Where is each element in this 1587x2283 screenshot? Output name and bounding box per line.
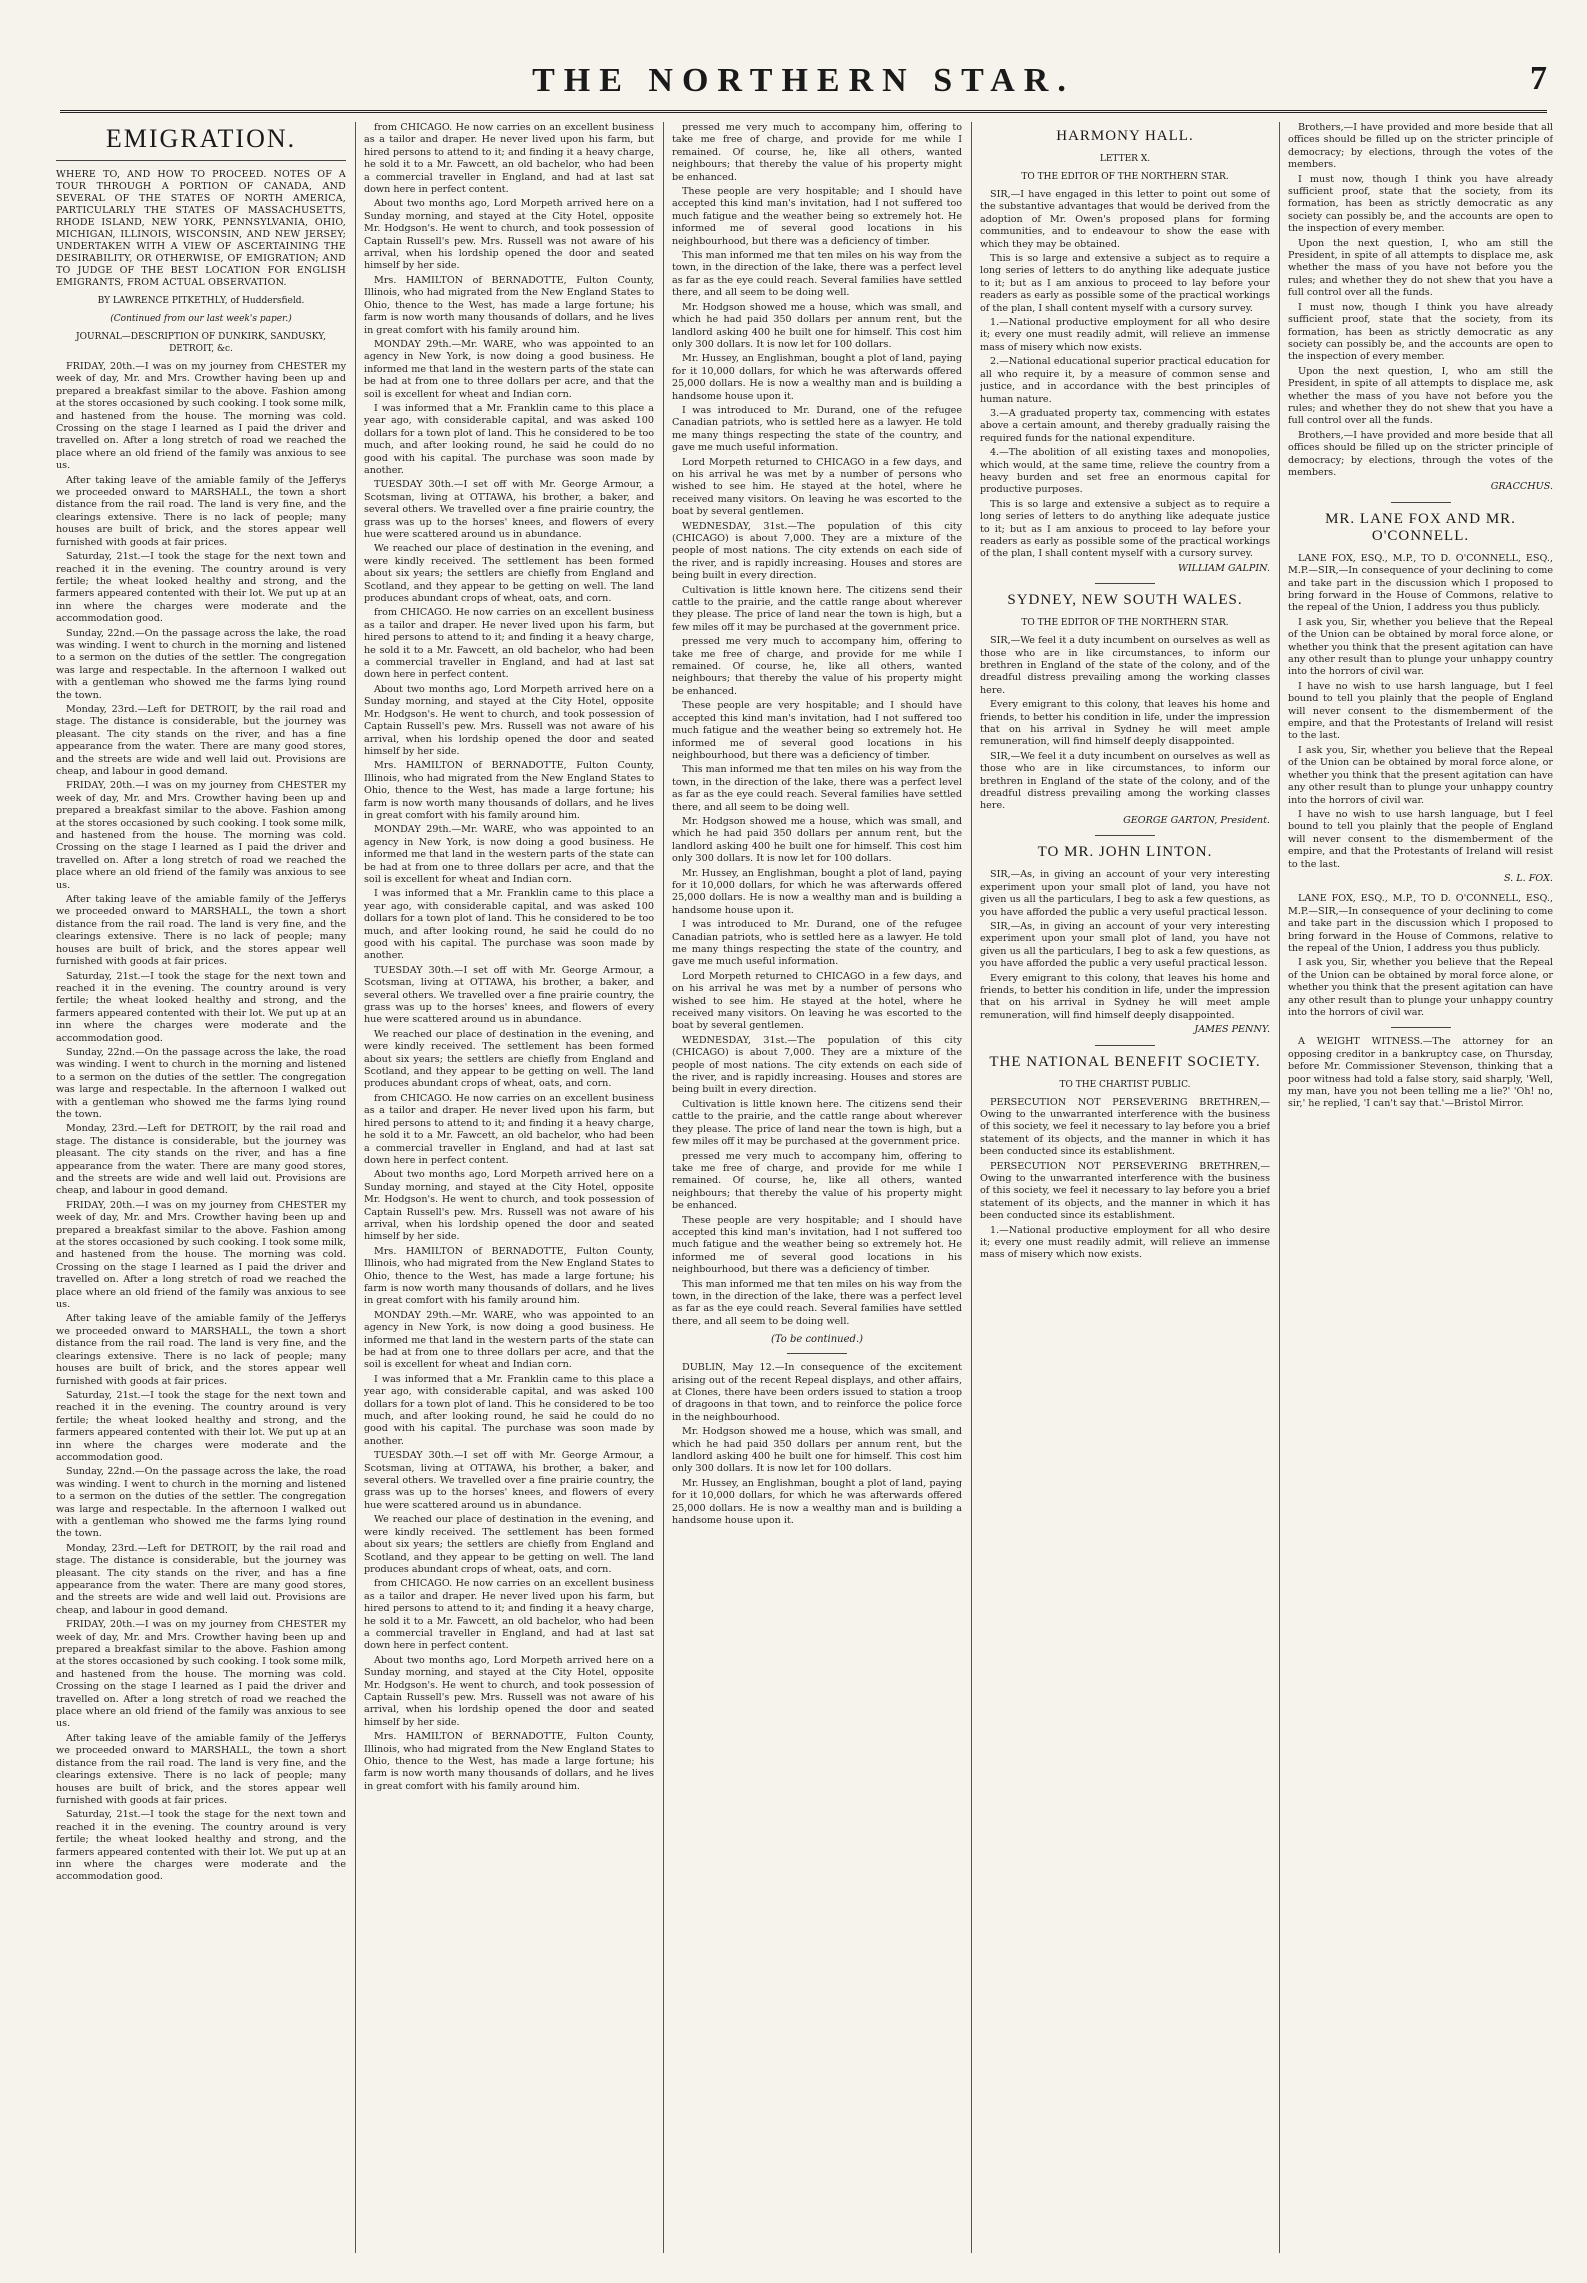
column-2	[364, 122, 654, 2253]
paragraph: Mr. Hodgson showed me a house, which was small, and which he had paid 350 dollars per annum rent, but the landlord asking 400 he built one for himself. This cost him only 300 dollars. It is now let for 100 dollars.	[672, 1426, 962, 1475]
paragraph: I ask you, Sir, whether you believe that the Repeal of the Union can be obtained by moral force alone, or whether you think that the present agitation can have any other result than to plunge your unhappy country into the horrors of civil war.	[1288, 616, 1553, 678]
paragraph: A WEIGHT WITNESS.—The attorney for an opposing creditor in a bankruptcy case, on Thursday, before Mr. Commissioner Stevenson, thinking that a poor witness had told a false story, said sharply, 'Well, my man, have you not been telling me a lie?' 'Oh! no, sir,' he replied, 'I can't say that.'—Bristol Mirror.	[1288, 1036, 1553, 1110]
paragraph: LANE FOX, ESQ., M.P., TO D. O'CONNELL, ESQ., M.P.—SIR,—In consequence of your declining to come and take part in the discussion which I proposed to bring forward in the House of Commons, relative to the repeal of the Union, I address you thus publicly.	[1288, 552, 1553, 614]
paragraph: I have no wish to use harsh language, but I feel bound to tell you plainly that the people of England will never consent to the dismemberment of the empire, and that the Protestants of Ireland will resist to the last.	[1288, 680, 1553, 742]
column-3	[672, 122, 962, 2253]
paragraph: Lord Morpeth returned to CHICAGO in a few days, and on his arrival he was met by a number of persons who wished to see him. He stayed at the hotel, where he received many visitors. On leaving he was escorted to the boat by several gentlemen.	[672, 456, 962, 518]
paragraph: Upon the next question, I, who am still the President, in spite of all attempts to displace me, ask whether the mass of you have not before you the rules; and whether they do not shew that you have a full control over all the funds.	[1288, 365, 1553, 427]
signature: GRACCHUS.	[1490, 481, 1553, 493]
paragraph: After taking leave of the amiable family of the Jefferys we proceeded onward to MARSHALL, the town a short distance from the rail road. The land is very fine, and the clearings extensive. There is no lack of people; many houses are built of brick, and the stores appear well furnished with goods at fair prices.	[56, 1313, 346, 1387]
columns	[56, 122, 1553, 2253]
paragraph: Brothers,—I have provided and more beside that all offices should be filled up on the stricter principle of democracy; by elections, through the votes of the members.	[1288, 122, 1553, 171]
paragraph: Saturday, 21st.—I took the stage for the next town and reached it in the evening. The country around is very fertile; the wheat looked healthy and strong, and the farmers appeared contented with their lot. We put up at an inn where the charges were moderate and the accommodation good.	[56, 1389, 346, 1463]
divider	[1095, 835, 1155, 836]
paragraph: Cultivation is little known here. The citizens send their cattle to the prairie, and the cattle range about wherever they please. The price of land near the town is high, but a few miles off it may be purchased at the government price.	[672, 1098, 962, 1148]
paragraph: SIR,—We feel it a duty incumbent on ourselves as well as those who are in like circumstances, to inform our brethren in England of the state of the colony, and of the dreadful distress prevailing among the working classes here.	[980, 635, 1270, 696]
letter-addressee: TO THE CHARTIST PUBLIC.	[1059, 1079, 1191, 1090]
masthead-title: THE NORTHERN STAR.	[532, 62, 1075, 99]
paragraph: PERSECUTION NOT PERSEVERING BRETHREN,—Owing to the unwarranted interference with the business of this society, we feel it necessary to lay before you a brief statement of its objects, and the manner in which it has been conducted since its establishment.	[980, 1096, 1270, 1158]
continued-note: (Continued from our last week's paper.)	[110, 314, 292, 324]
article-heading-harmony-hall: HARMONY HALL.	[1056, 128, 1194, 144]
paragraph: TUESDAY 30th.—I set off with Mr. George Armour, a Scotsman, living at OTTAWA, his brother, a baker, and several others. We travelled over a fine prairie country, the grass was up to the horses' knees, and flowers of every hue were scattered around us in abundance.	[364, 964, 654, 1026]
paragraph: Saturday, 21st.—I took the stage for the next town and reached it in the evening. The country around is very fertile; the wheat looked healthy and strong, and the farmers appeared contented with their lot. We put up at an inn where the charges were moderate and the accommodation good.	[56, 551, 346, 625]
paragraph: Cultivation is little known here. The citizens send their cattle to the prairie, and the cattle range about wherever they please. The price of land near the town is high, but a few miles off it may be purchased at the government price.	[672, 584, 962, 633]
paragraph: MONDAY 29th.—Mr. WARE, who was appointed to an agency in New York, is now doing a good business. He informed me that land in the western parts of the state can be had at from one to three dollars per acre, and that the soil is excellent for wheat and Indian corn.	[364, 1309, 654, 1371]
article-heading-lane-fox: MR. LANE FOX AND MR. O'CONNELL.	[1325, 510, 1516, 544]
paragraph: Upon the next question, I, who am still the President, in spite of all attempts to displace me, ask whether the mass of you have not before you the rules; and whether they do not shew that you have a full control over all the funds.	[1288, 237, 1553, 299]
paragraph: SIR,—As, in giving an account of your very interesting experiment upon your small plot of land, you have not given us all the particulars, I beg to ask a few questions, as you have afforded the public a very useful practical lesson.	[980, 920, 1270, 970]
column-5	[1288, 122, 1553, 2253]
paragraph: Mrs. HAMILTON of BERNADOTTE, Fulton County, Illinois, who had migrated from the New England States to Ohio, thence to the West, has made a large fortune; his farm is now worth many thousands of dollars, and he lives in great comfort with his family around him.	[364, 1245, 654, 1307]
paragraph: MONDAY 29th.—Mr. WARE, who was appointed to an agency in New York, is now doing a good business. He informed me that land in the western parts of the state can be had at from one to three dollars per acre, and that the soil is excellent for wheat and Indian corn.	[364, 824, 654, 885]
paragraph: This is so large and extensive a subject as to require a long series of letters to do anything like adequate justice to it; but as I am anxious to proceed to lay before your readers as early as possible some of the practical workings of the plan, I shall content myself with a cursory survey.	[980, 253, 1270, 314]
paragraph: Saturday, 21st.—I took the stage for the next town and reached it in the evening. The country around is very fertile; the wheat looked healthy and strong, and the farmers appeared contented with their lot. We put up at an inn where the charges were moderate and the accommodation good.	[56, 970, 346, 1044]
paragraph: FRIDAY, 20th.—I was on my journey from CHESTER my week of day, Mr. and Mrs. Crowther having been up and prepared a breakfast similar to the above. Fashion among at the stores occasioned by such cooking. I took some milk, and hastened from the house. The morning was cold. Crossing on the stage I learned as I paid the driver and travelled on. After a long stretch of road we reached the place where an old friend of the family was anxious to see us.	[56, 780, 346, 891]
paragraph: I was informed that a Mr. Franklin came to this place a year ago, with considerable capital, and was asked 100 dollars for a town plot of land. This he considered to be too much, and after looking round, he said he could do no good with his capital. The purchase was soon made by another.	[364, 888, 654, 962]
divider	[787, 1353, 847, 1354]
page-number: 7	[1530, 60, 1547, 97]
column-4	[980, 122, 1270, 2253]
paragraph: These people are very hospitable; and I should have accepted this kind man's invitation, had I not suffered too much fatigue and the weather being so extremely hot. He informed me of several good locations in his neighbourhood, but there was a deficiency of timber.	[672, 186, 962, 247]
paragraph: MONDAY 29th.—Mr. WARE, who was appointed to an agency in New York, is now doing a good business. He informed me that land in the western parts of the state can be had at from one to three dollars per acre, and that the soil is excellent for wheat and Indian corn.	[364, 338, 654, 400]
paragraph: pressed me very much to accompany him, offering to take me free of charge, and provide for me while I remained. Of course, he, like all others, wanted neighbours; that thereby the value of his property might be enhanced.	[672, 636, 962, 697]
paragraph: Monday, 23rd.—Left for DETROIT, by the rail road and stage. The distance is considerable, but the journey was pleasant. The city stands on the river, and has a fine appearance from the water. There are many good stores, and the streets are wide and well laid out. Provisions are cheap, and labour in good demand.	[56, 1542, 346, 1616]
paragraph: Brothers,—I have provided and more beside that all offices should be filled up on the stricter principle of democracy; by elections, through the votes of the members.	[1288, 429, 1553, 478]
byline: BY LAWRENCE PITKETHLY, of Huddersfield.	[97, 296, 305, 306]
paragraph: FRIDAY, 20th.—I was on my journey from CHESTER my week of day, Mr. and Mrs. Crowther having been up and prepared a breakfast similar to the above. Fashion among at the stores occasioned by such cooking. I took some milk, and hastened from the house. The morning was cold. Crossing on the stage I learned as I paid the driver and travelled on. After a long stretch of road we reached the place where an old friend of the family was anxious to see us.	[56, 361, 346, 472]
paragraph: I was introduced to Mr. Durand, one of the refugee Canadian patriots, who is settled here as a lawyer. He told me many things respecting the state of the country, and gave me much useful information.	[672, 404, 962, 454]
letter-number: LETTER X.	[1099, 154, 1151, 164]
paragraph: pressed me very much to accompany him, offering to take me free of charge, and provide for me while I remained. Of course, he, like all others, wanted neighbours; that thereby the value of his property might be enhanced.	[672, 1150, 962, 1212]
article-heading-benefit-society: THE NATIONAL BENEFIT SOCIETY.	[989, 1053, 1261, 1070]
paragraph: Lord Morpeth returned to CHICAGO in a few days, and on his arrival he was met by a number of persons who wished to see him. He stayed at the hotel, where he received many visitors. On leaving he was escorted to the boat by several gentlemen.	[672, 970, 962, 1032]
signature: S. L. FOX.	[1503, 872, 1553, 884]
paragraph: SIR,—As, in giving an account of your very interesting experiment upon your small plot of land, you have not given us all the particulars, I beg to ask a few questions, as you have afforded the public a very useful practical lesson.	[980, 869, 1270, 918]
paragraph: LANE FOX, ESQ., M.P., TO D. O'CONNELL, ESQ., M.P.—SIR,—In consequence of your declining to come and take part in the discussion which I proposed to bring forward in the House of Commons, relative to the repeal of the Union, I address you thus publicly.	[1288, 893, 1553, 954]
paragraph: I ask you, Sir, whether you believe that the Repeal of the Union can be obtained by moral force alone, or whether you think that the present agitation can have any other result than to plunge your unhappy country into the horrors of civil war.	[1288, 957, 1553, 1018]
paragraph: 1.—National productive employment for all who desire it; every one must readily admit, will relieve an immense mass of misery which now exists.	[980, 317, 1270, 353]
paragraph: About two months ago, Lord Morpeth arrived here on a Sunday morning, and stayed at the City Hotel, opposite Mr. Hodgson's. He went to church, and took possession of Captain Russell's pew. Mrs. Russell was not aware of his arrival, when his lordship opened the door and seated himself by her side.	[364, 683, 654, 757]
paragraph: Mr. Hussey, an Englishman, bought a plot of land, paying for it 10,000 dollars, for which he was afterwards offered 25,000 dollars. He is now a wealthy man and is building a handsome house upon it.	[672, 1477, 962, 1527]
letter-addressee: TO THE EDITOR OF THE NORTHERN STAR.	[1021, 172, 1229, 182]
paragraph: Mr. Hussey, an Englishman, bought a plot of land, paying for it 10,000 dollars, for which he was afterwards offered 25,000 dollars. He is now a wealthy man and is building a handsome house upon it.	[672, 867, 962, 916]
paragraph: pressed me very much to accompany him, offering to take me free of charge, and provide for me while I remained. Of course, he, like all others, wanted neighbours; that thereby the value of his property might be enhanced.	[672, 122, 962, 183]
paragraph: TUESDAY 30th.—I set off with Mr. George Armour, a Scotsman, living at OTTAWA, his brother, a baker, and several others. We travelled over a fine prairie country, the grass was up to the horses' knees, and flowers of every hue were scattered around us in abundance.	[364, 1450, 654, 1511]
paragraph: FRIDAY, 20th.—I was on my journey from CHESTER my week of day, Mr. and Mrs. Crowther having been up and prepared a breakfast similar to the above. Fashion among at the stores occasioned by such cooking. I took some milk, and hastened from the house. The morning was cold. Crossing on the stage I learned as I paid the driver and travelled on. After a long stretch of road we reached the place where an old friend of the family was anxious to see us.	[56, 1199, 346, 1311]
paragraph: This man informed me that ten miles on his way from the town, in the direction of the lake, there was a perfect level as far as the eye could reach. Several families have settled there, and all seem to be doing well.	[672, 1278, 962, 1327]
paragraph: I was informed that a Mr. Franklin came to this place a year ago, with considerable capital, and was asked 100 dollars for a town plot of land. This he considered to be too much, and after looking round, he said he could do no good with his capital. The purchase was soon made by another.	[364, 402, 654, 476]
paragraph: Mrs. HAMILTON of BERNADOTTE, Fulton County, Illinois, who had migrated from the New England States to Ohio, thence to the West, has made a large fortune; his farm is now worth many thousands of dollars, and he lives in great comfort with his family around him.	[364, 760, 654, 821]
signature: JAMES PENNY.	[1194, 1024, 1270, 1036]
paragraph: SIR,—We feel it a duty incumbent on ourselves as well as those who are in like circumstances, to inform our brethren in England of the state of the colony, and of the dreadful distress prevailing among the working classes here.	[980, 750, 1270, 812]
column-1	[56, 122, 346, 2253]
paragraph: 2.—National educational superior practical education for all who require it, by a measure of common sense and justice, and in accordance with the best principles of human nature.	[980, 356, 1270, 405]
column-rule	[1279, 122, 1280, 2253]
paragraph: This is so large and extensive a subject as to require a long series of letters to do anything like adequate justice to it; but as I am anxious to proceed to lay before your readers as early as possible some of the practical workings of the plan, I shall content myself with a cursory survey.	[980, 498, 1270, 560]
paragraph: 1.—National productive employment for all who desire it; every one must readily admit, will relieve an immense mass of misery which now exists.	[980, 1224, 1270, 1261]
paragraph: WEDNESDAY, 31st.—The population of this city (CHICAGO) is about 7,000. They are a mixture of the people of most nations. The city extends on each side of the river, and is rapidly increasing. Houses and stores are being built in every direction.	[672, 1034, 962, 1096]
signature: GEORGE GARTON, President.	[1123, 814, 1270, 826]
column-rule	[355, 122, 356, 2253]
paragraph: Saturday, 21st.—I took the stage for the next town and reached it in the evening. The country around is very fertile; the wheat looked healthy and strong, and the farmers appeared contented with their lot. We put up at an inn where the charges were moderate and the accommodation good.	[56, 1809, 346, 1883]
paragraph: We reached our place of destination in the evening, and were kindly received. The settlement has been formed about six years; the settlers are chiefly from England and Scotland, and they appear to be getting on well. The land produces abundant crops of wheat, oats, and corn.	[364, 543, 654, 605]
paragraph: SIR,—I have engaged in this letter to point out some of the substantive advantages that would be derived from the adoption of Mr. Owen's proposed plans for forming communities, and to endeavour to show the ease with which they may be obtained.	[980, 189, 1270, 250]
paragraph: This man informed me that ten miles on his way from the town, in the direction of the lake, there was a perfect level as far as the eye could reach. Several families have settled there, and all seem to be doing well.	[672, 250, 962, 299]
paragraph: About two months ago, Lord Morpeth arrived here on a Sunday morning, and stayed at the City Hotel, opposite Mr. Hodgson's. He went to church, and took possession of Captain Russell's pew. Mrs. Russell was not aware of his arrival, when his lordship opened the door and seated himself by her side.	[364, 1654, 654, 1728]
paragraph: Mr. Hussey, an Englishman, bought a plot of land, paying for it 10,000 dollars, for which he was afterwards offered 25,000 dollars. He is now a wealthy man and is building a handsome house upon it.	[672, 353, 962, 402]
divider	[1095, 583, 1155, 584]
paragraph: About two months ago, Lord Morpeth arrived here on a Sunday morning, and stayed at the City Hotel, opposite Mr. Hodgson's. He went to church, and took possession of Captain Russell's pew. Mrs. Russell was not aware of his arrival, when his lordship opened the door and seated himself by her side.	[364, 198, 654, 272]
paragraph: I must now, though I think you have already sufficient proof, state that the society, from its formation, has been as strictly democratic as any society can possibly be, and the accounts are open to the inspection of every member.	[1288, 301, 1553, 363]
paragraph: Sunday, 22nd.—On the passage across the lake, the road was winding. I went to church in the morning and listened to a sermon on the duties of the settler. The congregation was large and respectable. In the afternoon I walked out with a gentleman who showed me the farms lying round the town.	[56, 1466, 346, 1540]
paragraph: These people are very hospitable; and I should have accepted this kind man's invitation, had I not suffered too much fatigue and the weather being so extremely hot. He informed me of several good locations in his neighbourhood, but there was a deficiency of timber.	[672, 1214, 962, 1276]
column-rule	[663, 122, 664, 2253]
paragraph: I have no wish to use harsh language, but I feel bound to tell you plainly that the people of England will never consent to the dismemberment of the empire, and that the Protestants of Ireland will resist to the last.	[1288, 808, 1553, 870]
article-heading-linton: TO MR. JOHN LINTON.	[1037, 844, 1213, 861]
paragraph: Sunday, 22nd.—On the passage across the lake, the road was winding. I went to church in the morning and listened to a sermon on the duties of the settler. The congregation was large and respectable. In the afternoon I walked out with a gentleman who showed me the farms lying round the town.	[56, 1046, 346, 1120]
paragraph: After taking leave of the amiable family of the Jefferys we proceeded onward to MARSHALL, the town a short distance from the rail road. The land is very fine, and the clearings extensive. There is no lack of people; many houses are built of brick, and the stores appear well furnished with goods at fair prices.	[56, 1732, 346, 1806]
article-subhead: JOURNAL—DESCRIPTION OF DUNKIRK, SANDUSKY, DETROIT, &c.	[76, 332, 326, 354]
paragraph: About two months ago, Lord Morpeth arrived here on a Sunday morning, and stayed at the City Hotel, opposite Mr. Hodgson's. He went to church, and took possession of Captain Russell's pew. Mrs. Russell was not aware of his arrival, when his lordship opened the door and seated himself by her side.	[364, 1169, 654, 1243]
paragraph: from CHICAGO. He now carries on an excellent business as a tailor and draper. He never lived upon his farm, but hired persons to attend to it; and finding it a heavy charge, he sold it to a Mr. Fawcett, an old bachelor, who had been a commercial traveller in England, and had at last sat down here in perfect content.	[364, 607, 654, 681]
divider	[1391, 1027, 1451, 1028]
article-deck: WHERE TO, AND HOW TO PROCEED. NOTES OF A TOUR THROUGH A PORTION OF CANADA, AND SEVERAL OF THE STATES OF NORTH AMERICA, PARTICULARLY THE STATES OF MASSACHUSETTS, RHODE ISLAND, NEW YORK, PENNSYLVANIA, OHIO, MICHIGAN, ILLINOIS, WISCONSIN, AND NEW JERSEY; UNDERTAKEN WITH A VIEW OF ASCERTAINING THE DESIRABILITY, OR OTHERWISE, OF EMIGRATION; AND TO JUDGE OF THE BEST LOCATION FOR ENGLISH EMIGRANTS, FROM ACTUAL OBSERVATION.	[56, 169, 346, 288]
paragraph: Sunday, 22nd.—On the passage across the lake, the road was winding. I went to church in the morning and listened to a sermon on the duties of the settler. The congregation was large and respectable. In the afternoon I walked out with a gentleman who showed me the farms lying round the town.	[56, 627, 346, 701]
paragraph: Every emigrant to this colony, that leaves his home and friends, to better his condition in life, under the impression that on his arrival in Sydney he will meet ample remuneration, will find himself deeply disappointed.	[980, 699, 1270, 748]
paragraph: I ask you, Sir, whether you believe that the Repeal of the Union can be obtained by moral force alone, or whether you think that the present agitation can have any other result than to plunge your unhappy country into the horrors of civil war.	[1288, 744, 1553, 806]
paragraph: I was introduced to Mr. Durand, one of the refugee Canadian patriots, who is settled here as a lawyer. He told me many things respecting the state of the country, and gave me much useful information.	[672, 919, 962, 968]
paragraph: This man informed me that ten miles on his way from the town, in the direction of the lake, there was a perfect level as far as the eye could reach. Several families have settled there, and all seem to be doing well.	[672, 764, 962, 813]
masthead	[60, 58, 1547, 113]
letter-addressee: TO THE EDITOR OF THE NORTHERN STAR.	[1021, 618, 1229, 629]
paragraph: Mrs. HAMILTON of BERNADOTTE, Fulton County, Illinois, who had migrated from the New England States to Ohio, thence to the West, has made a large fortune; his farm is now worth many thousands of dollars, and he lives in great comfort with his family around him.	[364, 274, 654, 336]
paragraph: I was informed that a Mr. Franklin came to this place a year ago, with considerable capital, and was asked 100 dollars for a town plot of land. This he considered to be too much, and after looking round, he said he could do no good with his capital. The purchase was soon made by another.	[364, 1373, 654, 1447]
paragraph: After taking leave of the amiable family of the Jefferys we proceeded onward to MARSHALL, the town a short distance from the rail road. The land is very fine, and the clearings extensive. There is no lack of people; many houses are built of brick, and the stores appear well furnished with goods at fair prices.	[56, 894, 346, 968]
paragraph: Monday, 23rd.—Left for DETROIT, by the rail road and stage. The distance is considerable, but the journey was pleasant. The city stands on the river, and has a fine appearance from the water. There are many good stores, and the streets are wide and well laid out. Provisions are cheap, and labour in good demand.	[56, 1123, 346, 1197]
paragraph: TUESDAY 30th.—I set off with Mr. George Armour, a Scotsman, living at OTTAWA, his brother, a baker, and several others. We travelled over a fine prairie country, the grass was up to the horses' knees, and flowers of every hue were scattered around us in abundance.	[364, 479, 654, 540]
divider	[1391, 502, 1451, 503]
divider	[1095, 1045, 1155, 1046]
paragraph: Mrs. HAMILTON of BERNADOTTE, Fulton County, Illinois, who had migrated from the New England States to Ohio, thence to the West, has made a large fortune; his farm is now worth many thousands of dollars, and he lives in great comfort with his family around him.	[364, 1731, 654, 1792]
paragraph: These people are very hospitable; and I should have accepted this kind man's invitation, had I not suffered too much fatigue and the weather being so extremely hot. He informed me of several good locations in his neighbourhood, but there was a deficiency of timber.	[672, 700, 962, 761]
paragraph: from CHICAGO. He now carries on an excellent business as a tailor and draper. He never lived upon his farm, but hired persons to attend to it; and finding it a heavy charge, he sold it to a Mr. Fawcett, an old bachelor, who had been a commercial traveller in England, and had at last sat down here in perfect content.	[364, 1578, 654, 1652]
paragraph: Mr. Hodgson showed me a house, which was small, and which he had paid 350 dollars per annum rent, but the landlord asking 400 he built one for himself. This cost him only 300 dollars. It is now let for 100 dollars.	[672, 815, 962, 865]
paragraph: 3.—A graduated property tax, commencing with estates above a certain amount, and thereby gradually raising the required funds for the national expenditure.	[980, 407, 1270, 444]
signature: WILLIAM GALPIN.	[1177, 562, 1270, 574]
column-rule	[971, 122, 972, 2253]
paragraph: from CHICAGO. He now carries on an excellent business as a tailor and draper. He never lived upon his farm, but hired persons to attend to it; and finding it a heavy charge, he sold it to a Mr. Fawcett, an old bachelor, who had been a commercial traveller in England, and had at last sat down here in perfect content.	[364, 122, 654, 196]
paragraph: Mr. Hodgson showed me a house, which was small, and which he had paid 350 dollars per annum rent, but the landlord asking 400 he built one for himself. This cost him only 300 dollars. It is now let for 100 dollars.	[672, 301, 962, 350]
paragraph: 4.—The abolition of all existing taxes and monopolies, which would, at the same time, relieve the country from a heavy burden and set free an enormous capital for productive purposes.	[980, 447, 1270, 496]
article-heading-emigration: EMIGRATION.	[56, 124, 346, 161]
paragraph: from CHICAGO. He now carries on an excellent business as a tailor and draper. He never lived upon his farm, but hired persons to attend to it; and finding it a heavy charge, he sold it to a Mr. Fawcett, an old bachelor, who had been a commercial traveller in England, and had at last sat down here in perfect content.	[364, 1092, 654, 1166]
to-be-continued: (To be continued.)	[770, 1334, 864, 1346]
paragraph: We reached our place of destination in the evening, and were kindly received. The settlement has been formed about six years; the settlers are chiefly from England and Scotland, and they appear to be getting on well. The land produces abundant crops of wheat, oats, and corn.	[364, 1514, 654, 1575]
article-heading-sydney: SYDNEY, NEW SOUTH WALES.	[1007, 592, 1243, 609]
paragraph: WEDNESDAY, 31st.—The population of this city (CHICAGO) is about 7,000. They are a mixture of the people of most nations. The city extends on each side of the river, and is rapidly increasing. Houses and stores are being built in every direction.	[672, 520, 962, 582]
paragraph: I must now, though I think you have already sufficient proof, state that the society, from its formation, has been as strictly democratic as any society can possibly be, and the accounts are open to the inspection of every member.	[1288, 173, 1553, 235]
paragraph: We reached our place of destination in the evening, and were kindly received. The settlement has been formed about six years; the settlers are chiefly from England and Scotland, and they appear to be getting on well. The land produces abundant crops of wheat, oats, and corn.	[364, 1028, 654, 1090]
paragraph: Monday, 23rd.—Left for DETROIT, by the rail road and stage. The distance is considerable, but the journey was pleasant. The city stands on the river, and has a fine appearance from the water. There are many good stores, and the streets are wide and well laid out. Provisions are cheap, and labour in good demand.	[56, 703, 346, 777]
paragraph: FRIDAY, 20th.—I was on my journey from CHESTER my week of day, Mr. and Mrs. Crowther having been up and prepared a breakfast similar to the above. Fashion among at the stores occasioned by such cooking. I took some milk, and hastened from the house. The morning was cold. Crossing on the stage I learned as I paid the driver and travelled on. After a long stretch of road we reached the place where an old friend of the family was anxious to see us.	[56, 1619, 346, 1730]
paragraph: PERSECUTION NOT PERSEVERING BRETHREN,—Owing to the unwarranted interference with the business of this society, we feel it necessary to lay before you a brief statement of its objects, and the manner in which it has been conducted since its establishment.	[980, 1160, 1270, 1222]
paragraph: After taking leave of the amiable family of the Jefferys we proceeded onward to MARSHALL, the town a short distance from the rail road. The land is very fine, and the clearings extensive. There is no lack of people; many houses are built of brick, and the stores appear well furnished with goods at fair prices.	[56, 474, 346, 548]
paragraph: DUBLIN, May 12.—In consequence of the excitement arising out of the recent Repeal displays, and other affairs, at Clones, there have been orders issued to station a troop of dragoons in that town, and to reinforce the police force in the neighbourhood.	[672, 1362, 962, 1423]
paragraph: Every emigrant to this colony, that leaves his home and friends, to better his condition in life, under the impression that on his arrival in Sydney he will meet ample remuneration, will find himself deeply disappointed.	[980, 972, 1270, 1021]
